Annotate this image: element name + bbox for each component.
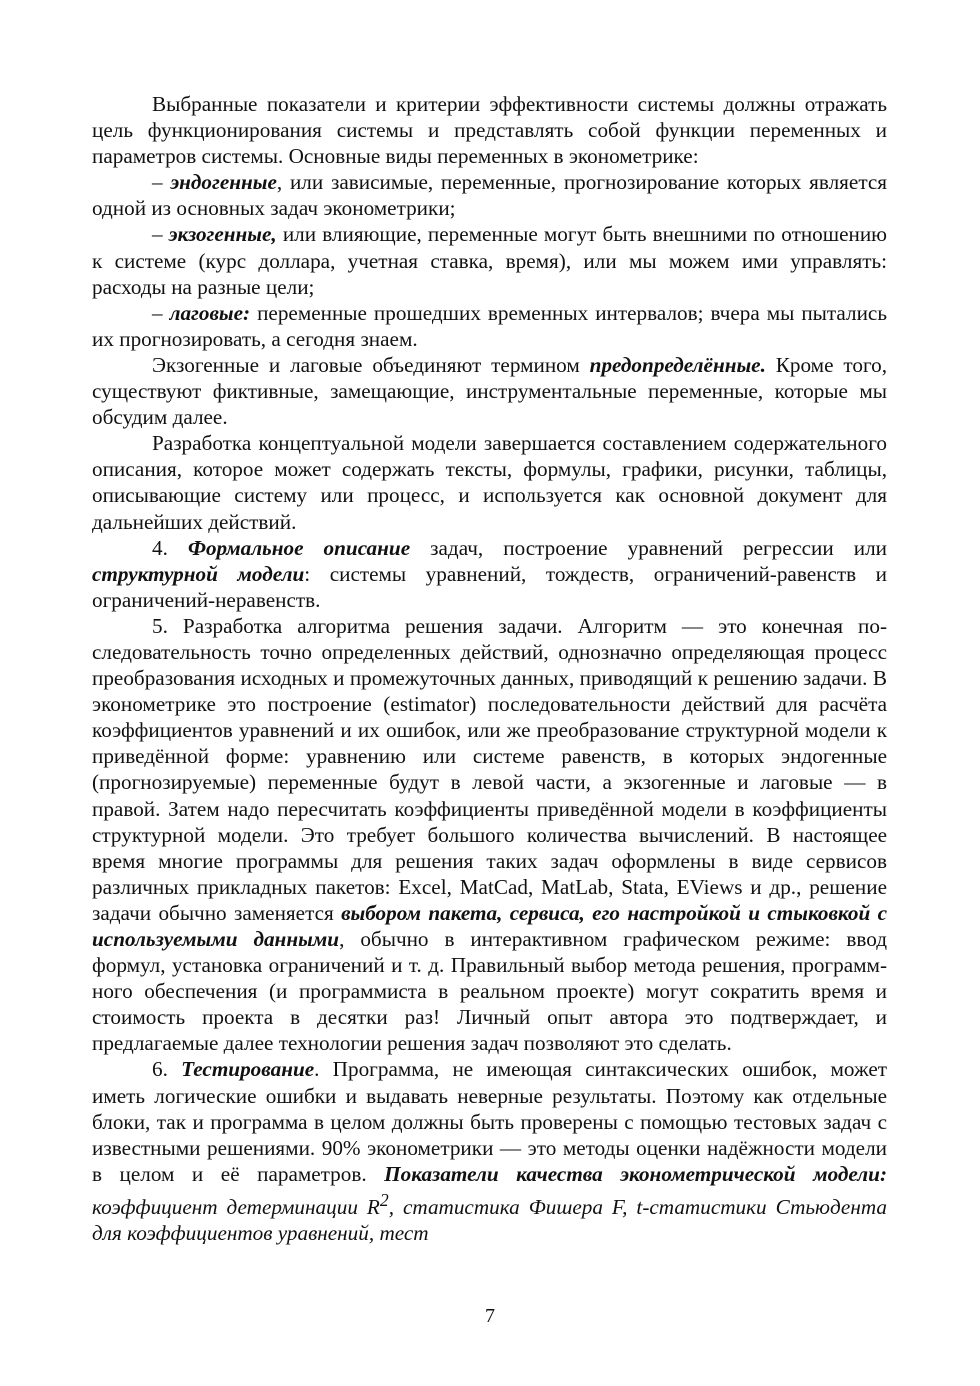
text: . Программа, не имеющая синтаксических ошибок, может иметь логические ошибки и выдавать неверные результаты. Поэтому как отдельные блоки, так и программа в целом должны быть проверены с помощью тестовых задач с известными решениями. 90% эконометрики — это методы оценки надёжности модели в целом и её параметров. (92, 1057, 888, 1186)
text: : системы уравнений, тождеств, ограничений-равенств и ограничений-неравенств. (92, 561, 887, 612)
paragraph-algorithm (92, 613, 887, 1057)
dash: – (152, 222, 169, 247)
paragraph-formal-description (92, 535, 887, 613)
text: 5. Разработка алгоритма решения задачи. Алгоритм — это конечная последовательность точно определенных действий, однозначно определяющая процесс преобразования исходных и промежуточных данных, приводящий к решению задачи. В эконометрике это построение (estimator) последовательности действий для расчёта коэффициентов уравнений и их ошибок, или же преобразование структурной модели к приведённой форме: уравнению или системе равенств, в которых эндогенные (прогнозируемые) переменные будут в левой части, а экзогенные и лаговые — в правой. Затем надо пересчитать коэффициенты приведённой модели в коэффициенты структурной модели. Это требует большого количества вычислений. В настоящее время многие программы для решения таких задач оформлены в виде сервисов различных прикладных пакетов: Excel, MatCad, MatLab, Stata, EViews и др., решение задачи обычно заменяется (92, 613, 887, 925)
term-predetermined: предопределённые. (589, 352, 766, 377)
text-italic: , статистика Фишера F, t-статистики Стьюдента для коэффициентов уравнений, тест (92, 1195, 887, 1246)
term-exogenous: экзогенные, (168, 222, 277, 247)
term-testing: Тестирование (181, 1057, 315, 1082)
text: задач, построение уравнений регрессии или (410, 535, 887, 560)
text: Экзогенные и лаговые объединяют термином (152, 352, 590, 377)
page-body (92, 91, 887, 1246)
text: , или зависимые, переменные, прогнозирование которых является одной из основных задач эконометрики; (92, 170, 888, 221)
text: или влияющие, переменные могут быть внешними по отношению к системе (курс доллара, учетная ставка, время), или мы можем ими управлять: расходы на разные цели; (92, 222, 887, 299)
term-lagged: лаговые: (169, 300, 251, 325)
paragraph-testing (92, 1056, 887, 1246)
term-formal-description: Формальное описание (187, 535, 411, 560)
item-number: 4. (152, 535, 188, 560)
paragraph-exogenous (92, 221, 887, 299)
paragraph-intro: Выбранные показатели и критерии эффективности системы должны отражать цель функционирования системы и представлять собой функции переменных и параметров системы. Основные виды переменных в эконометрике: (92, 92, 887, 169)
text: , обычно в интерактивном графическом режиме: ввод формул, установка ограничений и т. д. Правильный выбор метода решения, программного обеспечения (и программиста в реальном проекте) могут сократить время и стоимость проекта в десятки раз! Личный опыт автора это подтверждает, и предлагаемые далее технологии решения задач позволяют это сделать. (92, 927, 887, 1056)
paragraph-conceptual-model: Разработка концептуальной модели завершается составлением содержательного описания, которое может содержать тексты, формулы, графики, рисунки, таблицы, описывающие систему или процесс, и используется как основной документ для дальнейших действий. (92, 431, 887, 534)
paragraph-predetermined (92, 352, 887, 430)
page-number: 7 (485, 1305, 495, 1327)
text: Кроме того, существуют фиктивные, замещающие, инструментальные переменные, которые мы обсудим далее. (92, 352, 887, 430)
text-italic: коэффициент детерминации R (92, 1195, 380, 1219)
text: переменные прошедших временных интервалов; вчера мы пытались их прогнозировать, а сегодня знаем. (92, 300, 888, 351)
superscript: 2 (379, 1189, 389, 1210)
term-quality-indicators: Показатели качества эконометрической модели: (384, 1161, 887, 1186)
paragraph-lagged (92, 300, 887, 352)
dash: – (152, 170, 171, 195)
dash: – (152, 300, 170, 325)
term-package-selection: выбором пакета, сервиса, его настройкой и стыковкой с используемыми данными (92, 900, 887, 951)
term-structural-model: структурной модели (92, 561, 305, 586)
term-endogenous: эндогенные (170, 170, 277, 195)
paragraph-endogenous (92, 169, 887, 221)
item-number: 6. (152, 1057, 182, 1082)
